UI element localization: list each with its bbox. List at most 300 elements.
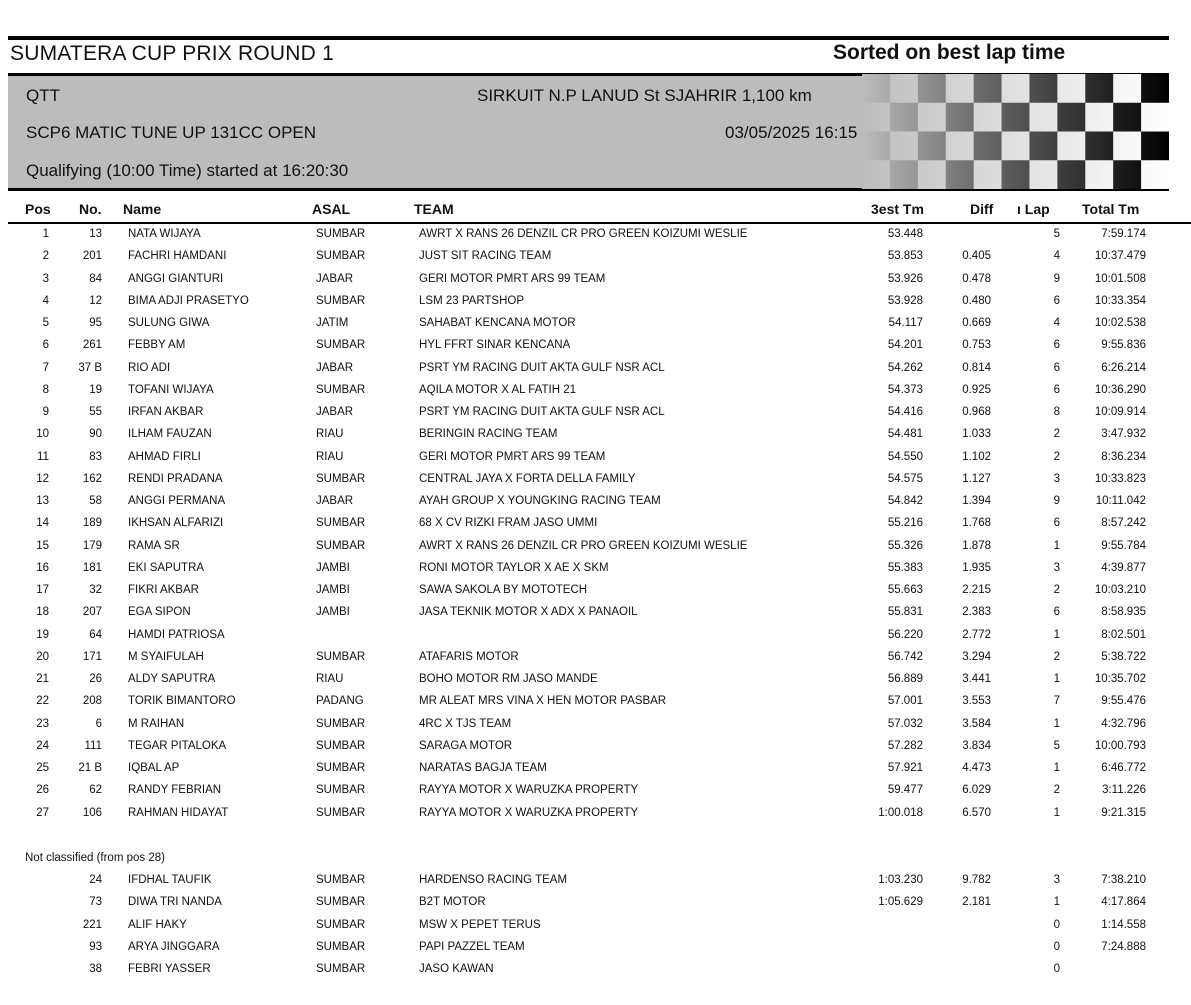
table-row bbox=[0, 228, 1191, 250]
cell-asal: SUMBAR bbox=[316, 739, 366, 752]
cell-team: JASO KAWAN bbox=[419, 963, 494, 975]
cell-team: RAYYA MOTOR X WARUZKA PROPERTY bbox=[419, 806, 639, 819]
cell-no: 162 bbox=[82, 472, 102, 485]
cell-laps: 0 bbox=[1053, 918, 1060, 931]
cell-best-time: 56.220 bbox=[887, 628, 923, 641]
cell-best-time: 56.889 bbox=[887, 673, 923, 685]
cell-no: 58 bbox=[89, 495, 102, 507]
cell-team: RAYYA MOTOR X WARUZKA PROPERTY bbox=[419, 784, 639, 797]
not-classified-label: Not classified (from pos 28) bbox=[25, 852, 165, 864]
cell-laps: 8 bbox=[1053, 406, 1060, 418]
table-row bbox=[0, 495, 1191, 517]
cell-total-time: 10:35.702 bbox=[1094, 673, 1146, 685]
cell-asal: RIAU bbox=[316, 450, 344, 463]
cell-asal: JABAR bbox=[316, 272, 354, 285]
cell-pos: 26 bbox=[36, 784, 49, 797]
cell-pos: 21 bbox=[36, 673, 49, 685]
cell-no: 171 bbox=[82, 650, 102, 663]
cell-no: 37 B bbox=[78, 361, 102, 374]
session-info: Qualifying (10:00 Time) started at 16:20:30 bbox=[26, 161, 349, 180]
cell-team: PSRT YM RACING DUIT AKTA GULF NSR ACL bbox=[419, 406, 665, 418]
cell-best-time: 57.282 bbox=[887, 739, 923, 752]
cell-diff: 2.181 bbox=[962, 896, 991, 909]
cell-laps: 0 bbox=[1053, 963, 1060, 975]
table-row bbox=[0, 473, 1191, 495]
cell-asal: SUMBAR bbox=[316, 806, 366, 819]
cell-total-time: 8:58.935 bbox=[1101, 606, 1146, 619]
cell-team: SARAGA MOTOR bbox=[419, 739, 513, 752]
cell-best-time: 59.477 bbox=[887, 784, 923, 797]
cell-no: 207 bbox=[82, 606, 102, 619]
cell-team: 68 X CV RIZKI FRAM JASO UMMI bbox=[419, 517, 598, 530]
cell-no: 62 bbox=[89, 784, 102, 797]
cell-pos: 10 bbox=[36, 428, 49, 441]
cell-asal: SUMBAR bbox=[316, 250, 366, 263]
cell-diff: 1.102 bbox=[962, 450, 991, 463]
cell-asal: SUMBAR bbox=[316, 539, 366, 552]
top-rule bbox=[8, 36, 1169, 40]
cell-total-time: 3:11.226 bbox=[1102, 784, 1146, 797]
cell-laps: 2 bbox=[1053, 784, 1060, 797]
cell-team: AYAH GROUP X YOUNGKING RACING TEAM bbox=[419, 495, 661, 507]
table-row bbox=[0, 339, 1191, 361]
table-row bbox=[0, 428, 1191, 450]
cell-asal: SUMBAR bbox=[316, 940, 366, 953]
table-row bbox=[0, 896, 1191, 918]
cell-name: ALIF HAKY bbox=[128, 918, 187, 931]
cell-total-time: 9:55.476 bbox=[1101, 695, 1146, 708]
table-row bbox=[0, 250, 1191, 272]
cell-best-time: 54.842 bbox=[887, 495, 923, 507]
cell-best-time: 57.001 bbox=[887, 695, 923, 708]
cell-best-time: 54.201 bbox=[887, 339, 923, 352]
cell-pos: 18 bbox=[36, 606, 49, 619]
cell-team: B2T MOTOR bbox=[419, 896, 486, 909]
cell-no: 12 bbox=[89, 294, 102, 307]
cell-pos: 14 bbox=[36, 517, 49, 530]
cell-laps: 2 bbox=[1053, 450, 1060, 463]
cell-laps: 1 bbox=[1053, 896, 1060, 909]
cell-total-time: 10:02.538 bbox=[1094, 317, 1146, 329]
cell-pos: 8 bbox=[42, 383, 49, 396]
cell-laps: 5 bbox=[1053, 228, 1060, 240]
cell-name: IKHSAN ALFARIZI bbox=[128, 517, 224, 530]
cell-asal: SUMBAR bbox=[316, 228, 366, 240]
cell-asal: SUMBAR bbox=[316, 762, 366, 774]
cell-diff: 1.878 bbox=[962, 539, 991, 552]
cell-no: 83 bbox=[89, 450, 102, 463]
cell-best-time: 54.550 bbox=[887, 450, 923, 463]
table-row bbox=[0, 695, 1191, 717]
cell-best-time: 1:05.629 bbox=[878, 896, 923, 909]
cell-name: RIO ADI bbox=[128, 361, 171, 374]
cell-laps: 6 bbox=[1053, 517, 1060, 530]
table-row bbox=[0, 740, 1191, 762]
col-asal-header: ASAL bbox=[312, 201, 351, 217]
table-row bbox=[0, 451, 1191, 473]
cell-no: 26 bbox=[89, 673, 102, 685]
cell-name: ILHAM FAUZAN bbox=[128, 428, 212, 441]
cell-diff: 1.127 bbox=[962, 472, 991, 485]
cell-diff: 3.553 bbox=[962, 695, 991, 708]
table-row bbox=[0, 317, 1191, 339]
cell-name: ARYA JINGGARA bbox=[128, 940, 220, 953]
cell-laps: 6 bbox=[1053, 606, 1060, 619]
cell-total-time: 10:37.479 bbox=[1094, 250, 1146, 263]
cell-laps: 1 bbox=[1053, 673, 1060, 685]
cell-best-time: 53.853 bbox=[887, 250, 923, 263]
cell-name: AHMAD FIRLI bbox=[128, 450, 201, 463]
cell-diff: 9.782 bbox=[962, 874, 991, 886]
cell-no: 261 bbox=[82, 339, 102, 352]
cell-total-time: 9:55.784 bbox=[1101, 539, 1146, 552]
cell-total-time: 8:57.242 bbox=[1101, 517, 1146, 530]
cell-best-time: 55.831 bbox=[887, 606, 923, 619]
table-row bbox=[0, 874, 1191, 896]
cell-name: RAMA SR bbox=[128, 539, 180, 552]
cell-pos: 13 bbox=[36, 495, 49, 507]
cell-name: M RAIHAN bbox=[128, 717, 185, 730]
cell-laps: 6 bbox=[1053, 294, 1060, 307]
cell-total-time: 3:47.932 bbox=[1101, 428, 1146, 441]
cell-diff: 2.772 bbox=[962, 628, 991, 641]
cell-name: TEGAR PITALOKA bbox=[128, 739, 227, 752]
cell-team: SAHABAT KENCANA MOTOR bbox=[419, 317, 576, 329]
cell-pos: 9 bbox=[42, 406, 49, 418]
cell-no: 111 bbox=[84, 739, 102, 752]
cell-asal: SUMBAR bbox=[316, 294, 366, 307]
cell-name: ANGGI GIANTURI bbox=[128, 272, 224, 285]
cell-name: TOFANI WIJAYA bbox=[128, 383, 214, 396]
cell-pos: 24 bbox=[36, 739, 49, 752]
table-row bbox=[0, 919, 1191, 941]
cell-name: BIMA ADJI PRASETYO bbox=[128, 294, 249, 307]
cell-best-time: 57.921 bbox=[887, 762, 923, 774]
cell-name: IQBAL AP bbox=[128, 762, 180, 774]
cell-asal: RIAU bbox=[316, 428, 344, 441]
cell-pos: 11 bbox=[37, 450, 49, 463]
table-row bbox=[0, 384, 1191, 406]
cell-total-time: 4:39.877 bbox=[1101, 561, 1146, 574]
cell-laps: 3 bbox=[1053, 561, 1060, 574]
cell-asal: SUMBAR bbox=[316, 717, 366, 730]
cell-pos: 3 bbox=[42, 272, 49, 285]
cell-team: LSM 23 PARTSHOP bbox=[419, 294, 525, 307]
cell-name: FACHRI HAMDANI bbox=[128, 250, 227, 263]
cell-team: AWRT X RANS 26 DENZIL CR PRO GREEN KOIZUMI WESLIE bbox=[419, 539, 748, 552]
table-row bbox=[0, 562, 1191, 584]
table-row bbox=[0, 807, 1191, 829]
table-row bbox=[0, 651, 1191, 673]
cell-diff: 1.768 bbox=[962, 517, 991, 530]
col-pos-header: Pos bbox=[25, 201, 51, 217]
cell-diff: 4.473 bbox=[962, 762, 991, 774]
cell-asal: JABAR bbox=[316, 361, 354, 374]
cell-diff: 3.584 bbox=[962, 717, 991, 730]
cell-team: HYL FFRT SINAR KENCANA bbox=[419, 339, 571, 352]
cell-name: RENDI PRADANA bbox=[128, 472, 223, 485]
class-name: SCP6 MATIC TUNE UP 131CC OPEN bbox=[26, 123, 317, 142]
cell-total-time: 8:36.234 bbox=[1101, 450, 1146, 463]
table-row bbox=[0, 718, 1191, 740]
cell-best-time: 55.383 bbox=[887, 561, 923, 574]
col-total-header: Total Tm bbox=[1082, 201, 1140, 217]
cell-diff: 0.669 bbox=[962, 317, 991, 329]
cell-diff: 0.968 bbox=[962, 406, 991, 418]
cell-name: DIWA TRI NANDA bbox=[128, 896, 222, 909]
cell-asal: RIAU bbox=[316, 673, 344, 685]
cell-asal: SUMBAR bbox=[316, 784, 366, 797]
cell-team: SAWA SAKOLA BY MOTOTECH bbox=[419, 584, 588, 596]
cell-name: EGA SIPON bbox=[128, 606, 191, 619]
table-row bbox=[0, 295, 1191, 317]
cell-best-time: 54.262 bbox=[887, 361, 923, 374]
cell-laps: 9 bbox=[1053, 272, 1060, 285]
cell-laps: 1 bbox=[1053, 762, 1060, 774]
cell-asal: SUMBAR bbox=[316, 517, 366, 530]
cell-best-time: 54.373 bbox=[887, 383, 923, 396]
cell-total-time: 10:09.914 bbox=[1094, 406, 1146, 418]
cell-total-time: 10:33.354 bbox=[1094, 294, 1146, 307]
col-best-header: 3est Tm bbox=[871, 201, 924, 217]
cell-no: 189 bbox=[82, 517, 102, 530]
table-row bbox=[0, 629, 1191, 651]
cell-name: M SYAIFULAH bbox=[128, 650, 204, 663]
cell-best-time: 54.117 bbox=[888, 317, 923, 329]
sort-label: Sorted on best lap time bbox=[833, 41, 1066, 64]
cell-pos: 23 bbox=[36, 717, 49, 730]
cell-team: GERI MOTOR PMRT ARS 99 TEAM bbox=[419, 272, 606, 285]
cell-no: 179 bbox=[82, 539, 102, 552]
cell-asal: SUMBAR bbox=[316, 339, 366, 352]
cell-best-time: 55.663 bbox=[887, 584, 923, 596]
cell-laps: 1 bbox=[1053, 806, 1060, 819]
cell-diff: 0.480 bbox=[962, 294, 991, 307]
cell-total-time: 8:02.501 bbox=[1101, 628, 1146, 641]
event-title: SUMATERA CUP PRIX ROUND 1 bbox=[10, 42, 334, 65]
col-no-header: No. bbox=[79, 201, 102, 217]
cell-pos: 25 bbox=[36, 762, 49, 774]
table-row bbox=[0, 762, 1191, 784]
cell-laps: 1 bbox=[1053, 628, 1060, 641]
cell-name: FEBBY AM bbox=[128, 339, 186, 352]
cell-laps: 5 bbox=[1053, 739, 1060, 752]
cell-total-time: 6:46.772 bbox=[1101, 762, 1146, 774]
cell-laps: 1 bbox=[1053, 717, 1060, 730]
cell-no: 90 bbox=[89, 428, 102, 441]
cell-laps: 9 bbox=[1053, 495, 1060, 507]
cell-name: FIKRI AKBAR bbox=[128, 584, 199, 596]
cell-asal: SUMBAR bbox=[316, 963, 366, 975]
cell-asal: SUMBAR bbox=[316, 472, 366, 485]
table-row bbox=[0, 963, 1191, 985]
cell-asal: JAMBI bbox=[316, 606, 350, 619]
cell-diff: 0.814 bbox=[962, 361, 991, 374]
cell-best-time: 57.032 bbox=[887, 717, 923, 730]
cell-name: HAMDI PATRIOSA bbox=[128, 628, 225, 641]
cell-team: 4RC X TJS TEAM bbox=[419, 717, 512, 730]
cell-name: NATA WIJAYA bbox=[128, 228, 201, 240]
cell-laps: 2 bbox=[1053, 650, 1060, 663]
cell-name: RANDY FEBRIAN bbox=[128, 784, 222, 797]
cell-asal: JAMBI bbox=[316, 584, 350, 596]
cell-team: JUST SIT RACING TEAM bbox=[419, 250, 552, 263]
cell-best-time: 53.928 bbox=[887, 294, 923, 307]
cell-asal: JABAR bbox=[316, 406, 354, 418]
cell-pos: 5 bbox=[42, 317, 49, 329]
cell-total-time: 7:24.888 bbox=[1101, 940, 1146, 953]
cell-best-time: 53.448 bbox=[887, 228, 923, 240]
cell-team: AWRT X RANS 26 DENZIL CR PRO GREEN KOIZUMI WESLIE bbox=[419, 228, 748, 240]
cell-diff: 1.033 bbox=[962, 428, 991, 441]
cell-no: 201 bbox=[82, 250, 102, 263]
cell-diff: 6.029 bbox=[962, 784, 991, 797]
cell-pos: 20 bbox=[36, 650, 49, 663]
table-row bbox=[0, 673, 1191, 695]
cell-best-time: 53.926 bbox=[887, 272, 923, 285]
cell-no: 38 bbox=[89, 963, 102, 975]
table-row bbox=[0, 784, 1191, 806]
cell-pos: 12 bbox=[36, 472, 49, 485]
cell-team: HARDENSO RACING TEAM bbox=[419, 874, 568, 886]
cell-no: 19 bbox=[89, 383, 102, 396]
cell-name: IFDHAL TAUFIK bbox=[128, 874, 212, 886]
cell-total-time: 10:33.823 bbox=[1094, 472, 1146, 485]
table-row bbox=[0, 517, 1191, 539]
cell-pos: 19 bbox=[36, 628, 49, 641]
cell-team: MR ALEAT MRS VINA X HEN MOTOR PASBAR bbox=[419, 695, 667, 708]
cell-name: SULUNG GIWA bbox=[128, 317, 210, 329]
cell-asal: JAMBI bbox=[316, 561, 350, 574]
table-row bbox=[0, 606, 1191, 628]
cell-laps: 6 bbox=[1053, 361, 1060, 374]
cell-name: ANGGI PERMANA bbox=[128, 495, 226, 507]
cell-no: 24 bbox=[89, 874, 102, 886]
session-code: QTT bbox=[26, 86, 60, 105]
table-row bbox=[0, 584, 1191, 606]
cell-pos: 27 bbox=[36, 806, 49, 819]
cell-no: 95 bbox=[89, 317, 102, 329]
cell-team: MSW X PEPET TERUS bbox=[419, 918, 541, 931]
cell-name: RAHMAN HIDAYAT bbox=[128, 806, 229, 819]
cell-total-time: 4:32.796 bbox=[1101, 717, 1146, 730]
cell-no: 208 bbox=[82, 695, 102, 708]
cell-asal: SUMBAR bbox=[316, 918, 366, 931]
table-row bbox=[0, 540, 1191, 562]
cell-total-time: 10:00.793 bbox=[1094, 739, 1146, 752]
cell-name: ALDY SAPUTRA bbox=[128, 673, 216, 685]
col-diff-header: Diff bbox=[970, 201, 994, 217]
cell-asal: SUMBAR bbox=[316, 874, 366, 886]
cell-laps: 2 bbox=[1053, 428, 1060, 441]
cell-total-time: 9:55.836 bbox=[1101, 339, 1146, 352]
cell-no: 181 bbox=[82, 561, 102, 574]
cell-total-time: 6:26.214 bbox=[1101, 361, 1146, 374]
col-lap-header: ı Lap bbox=[1017, 201, 1050, 217]
cell-total-time: 4:17.864 bbox=[1101, 896, 1146, 909]
cell-asal: SUMBAR bbox=[316, 896, 366, 909]
cell-total-time: 5:38.722 bbox=[1101, 650, 1146, 663]
cell-no: 6 bbox=[95, 717, 102, 730]
table-row bbox=[0, 273, 1191, 295]
cell-asal: SUMBAR bbox=[316, 383, 366, 396]
cell-no: 13 bbox=[89, 228, 102, 240]
cell-pos: 4 bbox=[42, 294, 49, 307]
cell-team: PAPI PAZZEL TEAM bbox=[419, 940, 525, 953]
cell-asal: PADANG bbox=[316, 695, 364, 708]
cell-total-time: 10:11.042 bbox=[1095, 495, 1146, 507]
cell-total-time: 7:38.210 bbox=[1101, 874, 1146, 886]
cell-best-time: 54.416 bbox=[887, 406, 923, 418]
cell-best-time: 1:00.018 bbox=[878, 806, 923, 819]
cell-pos: 22 bbox=[36, 695, 49, 708]
cell-pos: 7 bbox=[42, 361, 49, 374]
cell-name: IRFAN AKBAR bbox=[128, 406, 204, 418]
cell-team: ATAFARIS MOTOR bbox=[419, 650, 519, 663]
col-name-header: Name bbox=[123, 201, 162, 217]
col-team-header: TEAM bbox=[414, 201, 454, 217]
cell-pos: 6 bbox=[42, 339, 49, 352]
cell-diff: 0.925 bbox=[962, 383, 991, 396]
cell-no: 21 B bbox=[78, 762, 102, 774]
cell-diff: 0.478 bbox=[962, 272, 991, 285]
cell-asal: JATIM bbox=[316, 317, 349, 329]
cell-best-time: 54.575 bbox=[887, 472, 923, 485]
table-row bbox=[0, 362, 1191, 384]
cell-diff: 2.215 bbox=[962, 584, 991, 596]
cell-laps: 2 bbox=[1053, 584, 1060, 596]
cell-asal: SUMBAR bbox=[316, 650, 366, 663]
cell-pos: 16 bbox=[36, 561, 49, 574]
cell-best-time: 56.742 bbox=[887, 650, 923, 663]
cell-laps: 6 bbox=[1053, 339, 1060, 352]
cell-diff: 0.405 bbox=[962, 250, 991, 263]
cell-diff: 3.441 bbox=[962, 673, 991, 685]
cell-team: CENTRAL JAYA X FORTA DELLA FAMILY bbox=[419, 472, 636, 485]
cell-no: 55 bbox=[89, 406, 102, 418]
cell-team: JASA TEKNIK MOTOR X ADX X PANAOIL bbox=[419, 606, 638, 619]
cell-team: NARATAS BAGJA TEAM bbox=[419, 762, 547, 774]
header-rule bbox=[8, 222, 1191, 224]
cell-best-time: 55.216 bbox=[887, 517, 923, 530]
circuit-name: SIRKUIT N.P LANUD St SJAHRIR 1,100 km bbox=[477, 86, 812, 105]
cell-diff: 0.753 bbox=[962, 339, 991, 352]
cell-team: BERINGIN RACING TEAM bbox=[419, 428, 558, 441]
table-row bbox=[0, 406, 1191, 428]
cell-total-time: 10:01.508 bbox=[1094, 272, 1146, 285]
cell-total-time: 10:03.210 bbox=[1094, 584, 1146, 596]
cell-team: PSRT YM RACING DUIT AKTA GULF NSR ACL bbox=[419, 361, 665, 374]
cell-team: RONI MOTOR TAYLOR X AE X SKM bbox=[419, 561, 609, 574]
cell-laps: 4 bbox=[1053, 317, 1060, 329]
checkered-flag-icon bbox=[862, 74, 1169, 189]
cell-diff: 6.570 bbox=[962, 806, 991, 819]
cell-team: AQILA MOTOR X AL FATIH 21 bbox=[419, 383, 577, 396]
cell-no: 64 bbox=[89, 628, 102, 641]
cell-laps: 3 bbox=[1053, 874, 1060, 886]
cell-no: 73 bbox=[89, 896, 102, 909]
cell-diff: 3.834 bbox=[962, 739, 991, 752]
cell-total-time: 9:21.315 bbox=[1101, 806, 1146, 819]
cell-laps: 1 bbox=[1053, 539, 1060, 552]
cell-laps: 0 bbox=[1053, 940, 1060, 953]
cell-no: 32 bbox=[89, 584, 102, 596]
cell-pos: 15 bbox=[36, 539, 49, 552]
cell-pos: 2 bbox=[42, 250, 49, 263]
cell-best-time: 1:03.230 bbox=[878, 874, 923, 886]
cell-team: GERI MOTOR PMRT ARS 99 TEAM bbox=[419, 450, 606, 463]
cell-diff: 1.394 bbox=[962, 495, 991, 507]
